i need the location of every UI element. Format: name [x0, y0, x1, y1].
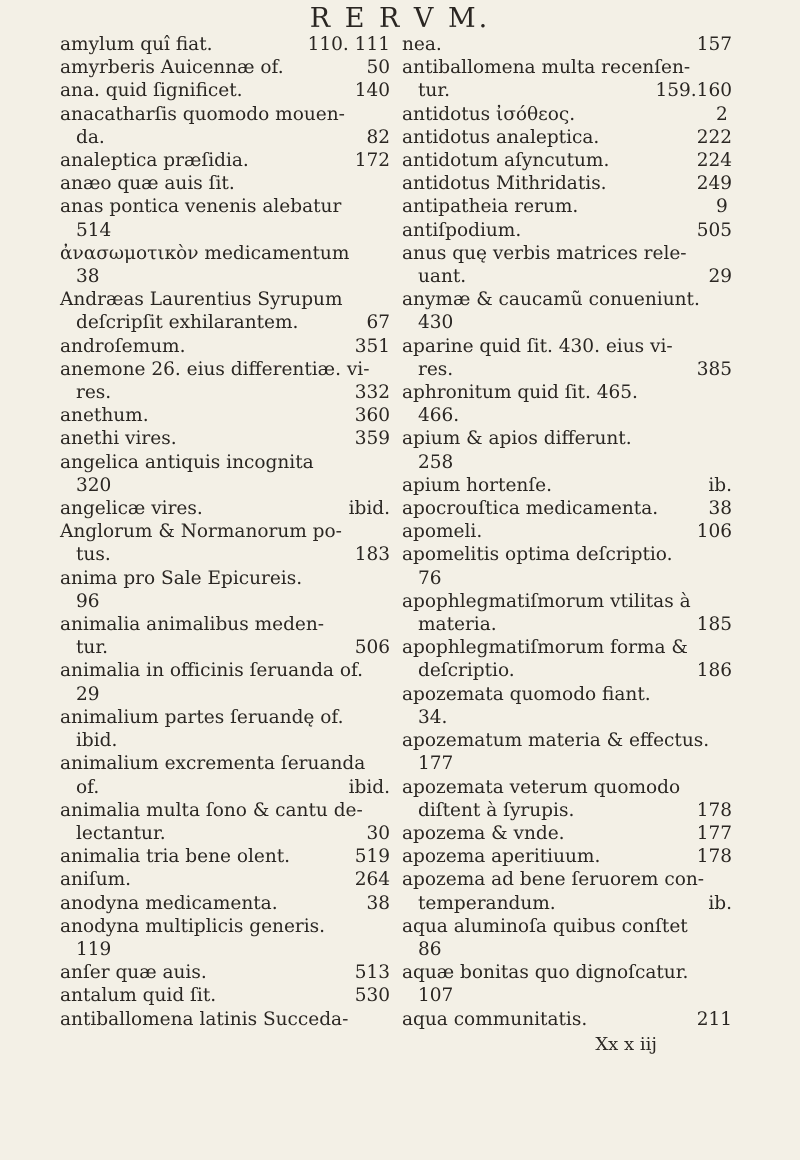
entry-line — [402, 915, 732, 938]
entry-line — [402, 729, 732, 752]
entry-text: res. — [76, 382, 112, 404]
entry-text: apocrouſtica medicamenta. — [402, 498, 659, 520]
entry-line — [418, 358, 732, 381]
entry-line — [60, 103, 390, 126]
entry-line — [402, 683, 732, 706]
entry-text: antidotus analeptica. — [402, 126, 600, 148]
index-entry — [60, 984, 390, 1007]
page-reference: 29 — [708, 266, 732, 288]
entry-line — [402, 520, 732, 543]
entry-text: 430 — [418, 312, 454, 334]
entry-text: aquæ bonitas quo dignoſcatur. — [402, 962, 689, 984]
index-entry — [402, 822, 732, 845]
entry-text: antidotus Mithridatis. — [402, 173, 607, 195]
page-reference: 157 — [696, 34, 732, 55]
index-entry — [60, 335, 390, 358]
entry-line — [402, 242, 732, 265]
entry-line — [402, 474, 732, 497]
index-entry — [60, 659, 390, 705]
page-reference: 172 — [354, 150, 390, 172]
entry-line — [418, 938, 732, 961]
entry-text: 96 — [76, 590, 100, 612]
page-reference: ib. — [708, 892, 732, 914]
entry-line — [60, 404, 390, 427]
index-entry — [402, 683, 732, 729]
page-reference: 185 — [696, 614, 732, 636]
page-reference: 332 — [354, 382, 390, 404]
entry-line — [60, 358, 390, 381]
entry-line — [60, 752, 390, 775]
running-header: R E R V M. — [309, 3, 491, 34]
entry-line — [402, 1008, 732, 1031]
index-entry — [402, 961, 732, 1007]
index-entry — [60, 56, 390, 79]
entry-line — [76, 126, 390, 149]
entry-line — [60, 915, 390, 938]
entry-line — [60, 33, 390, 56]
entry-text: apomelitis optima deſcriptio. — [402, 544, 673, 566]
entry-line — [60, 242, 390, 265]
entry-text: apozematum materia & effectus. — [402, 730, 710, 752]
entry-text: res. — [418, 358, 454, 380]
entry-text: deſcripſit exhilarantem. — [76, 312, 299, 334]
entry-line — [60, 56, 390, 79]
entry-text: Anglorum & Normanorum po- — [60, 521, 342, 543]
page-reference: 360 — [354, 405, 390, 427]
entry-line — [402, 427, 732, 450]
page-reference: 183 — [354, 544, 390, 566]
entry-line — [402, 776, 732, 799]
index-entry — [60, 288, 390, 334]
index-entry — [60, 172, 390, 195]
entry-line — [402, 961, 732, 984]
entry-text: anethi vires. — [60, 428, 177, 450]
index-entry — [402, 33, 732, 56]
entry-text: ibid. — [76, 730, 118, 752]
entry-text: anodyna multiplicis generis. — [60, 915, 326, 937]
entry-line — [402, 219, 732, 242]
page-reference: 30 — [366, 822, 390, 844]
index-entry — [60, 567, 390, 613]
entry-line — [60, 659, 390, 682]
index-entry — [402, 381, 732, 427]
entry-text: 466. — [418, 405, 460, 427]
entry-line — [402, 335, 732, 358]
index-entry — [402, 543, 732, 589]
entry-line — [60, 868, 390, 891]
entry-line — [60, 892, 390, 915]
index-entry — [402, 103, 732, 126]
entry-line — [60, 149, 390, 172]
entry-text: anima pro Sale Epicureis. — [60, 567, 303, 589]
entry-text: 107 — [418, 985, 454, 1007]
entry-text: anacatharſis quomodo mouen- — [60, 103, 345, 125]
index-entry — [60, 961, 390, 984]
entry-text: apozemata quomodo fiant. — [402, 683, 651, 705]
entry-line — [402, 543, 732, 566]
entry-line — [76, 822, 390, 845]
page-reference: 106 — [696, 521, 732, 543]
entry-line — [76, 381, 390, 404]
entry-text: anas pontica venenis alebatur — [60, 196, 342, 218]
entry-text: apozemata veterum quomodo — [402, 776, 681, 798]
entry-text: animalia tria bene olent. — [60, 846, 291, 868]
entry-line — [76, 938, 390, 961]
entry-text: 119 — [76, 938, 112, 960]
entry-text: 38 — [76, 266, 100, 288]
entry-text: deſcriptio. — [418, 660, 515, 682]
entry-line — [418, 404, 732, 427]
entry-text: apozema aperitiuum. — [402, 846, 601, 868]
page-reference: 140 — [354, 80, 390, 102]
entry-text: antidotum aſyncutum. — [402, 150, 610, 172]
entry-line — [60, 288, 390, 311]
entry-text: antipatheia rerum. — [402, 196, 579, 218]
entry-text: aniſum. — [60, 869, 132, 891]
entry-text: Andræas Laurentius Syrupum — [60, 289, 343, 311]
entry-text: apium hortenſe. — [402, 474, 552, 496]
entry-text: animalia in officinis ſeruanda of. — [60, 660, 364, 682]
index-entry — [402, 126, 732, 149]
entry-text: animalia multa ſono & cantu de- — [60, 799, 363, 821]
entry-line — [402, 149, 732, 172]
entry-text: tur. — [76, 637, 109, 659]
page-reference: 513 — [354, 962, 390, 984]
page-reference: 159.160 — [655, 80, 732, 102]
entry-line — [60, 520, 390, 543]
index-column-left — [60, 33, 390, 1031]
page-reference: 530 — [354, 985, 390, 1007]
entry-line — [402, 381, 732, 404]
entry-text: aphronitum quid ſit. 465. — [402, 382, 638, 404]
entry-line — [60, 961, 390, 984]
index-entry — [402, 172, 732, 195]
index-entry — [402, 636, 732, 682]
index-entry — [60, 242, 390, 288]
index-entry — [402, 335, 732, 381]
entry-text: 29 — [76, 683, 100, 705]
entry-text: amyrberis Auicennæ of. — [60, 57, 284, 79]
page-reference: 178 — [696, 799, 732, 821]
entry-line — [76, 265, 390, 288]
entry-line — [60, 799, 390, 822]
entry-text: angelicæ vires. — [60, 498, 203, 520]
entry-line — [418, 752, 732, 775]
entry-text: 34. — [418, 706, 448, 728]
index-entry — [402, 149, 732, 172]
entry-text: ἀνασωμοτικὸν medicamentum — [60, 242, 350, 264]
entry-line — [60, 1008, 390, 1031]
entry-text: antiſpodium. — [402, 219, 522, 241]
entry-line — [60, 497, 390, 520]
index-entry — [60, 892, 390, 915]
index-entry — [60, 915, 390, 961]
page-reference: ibid. — [348, 776, 390, 798]
entry-line — [402, 590, 732, 613]
index-entry — [60, 497, 390, 520]
index-entry — [60, 520, 390, 566]
index-entry — [60, 451, 390, 497]
entry-text: 177 — [418, 753, 454, 775]
entry-text: animalia animalibus meden- — [60, 614, 325, 636]
entry-line — [418, 892, 732, 915]
entry-line — [76, 776, 390, 799]
entry-line — [60, 706, 390, 729]
entry-text: anæo quæ auis ſit. — [60, 173, 235, 195]
index-entry — [402, 56, 732, 102]
entry-text: analeptica præſidia. — [60, 150, 249, 172]
page-reference: 519 — [354, 846, 390, 868]
entry-text: angelica antiquis incognita — [60, 451, 314, 473]
entry-line — [402, 126, 732, 149]
index-entry — [60, 149, 390, 172]
entry-text: 86 — [418, 938, 442, 960]
entry-line — [418, 984, 732, 1007]
page-reference: 264 — [354, 869, 390, 891]
entry-line — [402, 845, 732, 868]
index-entry — [402, 590, 732, 636]
entry-text: anethum. — [60, 405, 149, 427]
index-entry — [60, 799, 390, 845]
entry-line — [60, 984, 390, 1007]
entry-text: anymæ & caucamũ conueniunt. — [402, 289, 700, 311]
index-entry — [60, 33, 390, 56]
entry-line — [60, 335, 390, 358]
page-reference: 38 — [366, 892, 390, 914]
entry-text: antidotus ἰσόθεος. — [402, 103, 576, 125]
entry-text: antiballomena latinis Succeda- — [60, 1008, 349, 1030]
index-entry — [402, 868, 732, 914]
page-reference: 50 — [366, 57, 390, 79]
entry-line — [402, 497, 732, 520]
entry-line — [60, 845, 390, 868]
entry-text: aparine quid ſit. 430. eius vi- — [402, 335, 673, 357]
entry-text: uant. — [418, 266, 467, 288]
entry-line — [402, 822, 732, 845]
entry-text: temperandum. — [418, 892, 556, 914]
signature-mark: Xx x iij — [595, 1034, 657, 1055]
entry-text: anus quę verbis matrices rele- — [402, 242, 687, 264]
page-reference: 505 — [696, 219, 732, 241]
entry-text: amylum quî fiat. — [60, 34, 213, 55]
entry-text: apozema & vnde. — [402, 822, 565, 844]
index-entry — [60, 427, 390, 450]
index-entry — [402, 776, 732, 822]
index-entry — [402, 242, 732, 288]
entry-text: of. — [76, 776, 100, 798]
index-entry — [60, 1008, 390, 1031]
entry-text: ana. quid ſignificet. — [60, 80, 243, 102]
index-entry — [60, 404, 390, 427]
index-entry — [60, 845, 390, 868]
page-reference: ibid. — [348, 498, 390, 520]
index-entry — [402, 497, 732, 520]
index-entry — [60, 358, 390, 404]
index-column-right — [402, 33, 732, 1031]
entry-text: 514 — [76, 219, 112, 241]
entry-line — [402, 636, 732, 659]
page-reference: 351 — [354, 335, 390, 357]
index-entry — [60, 79, 390, 102]
entry-line — [402, 56, 732, 79]
entry-line — [60, 172, 390, 195]
entry-text: tus. — [76, 544, 111, 566]
entry-line — [418, 567, 732, 590]
entry-text: apophlegmatiſmorum vtilitas à — [402, 590, 691, 612]
entry-text: tur. — [418, 80, 451, 102]
entry-line — [60, 427, 390, 450]
index-entry — [402, 219, 732, 242]
entry-line: antipatheia rerum. 9 — [402, 196, 728, 218]
entry-text: androſemum. — [60, 335, 186, 357]
entry-line — [76, 590, 390, 613]
index-entry — [402, 1008, 732, 1031]
entry-text: apomeli. — [402, 521, 483, 543]
entry-line — [76, 636, 390, 659]
entry-line — [60, 79, 390, 102]
entry-text: materia. — [418, 614, 497, 636]
page-reference: 224 — [696, 150, 732, 172]
index-entry — [402, 195, 732, 218]
entry-line — [418, 659, 732, 682]
page-reference: 38 — [708, 498, 732, 520]
index-entry — [402, 427, 732, 473]
entry-text: 320 — [76, 474, 112, 496]
entry-line — [60, 567, 390, 590]
entry-line — [418, 79, 732, 102]
page-reference: 82 — [366, 126, 390, 148]
index-entry — [402, 474, 732, 497]
index-entry — [402, 845, 732, 868]
page-reference: 110. 111 — [307, 34, 390, 55]
entry-line — [402, 33, 732, 56]
entry-text: anemone 26. eius differentiæ. vi- — [60, 358, 370, 380]
entry-line — [418, 265, 732, 288]
entry-line — [418, 799, 732, 822]
index-entry — [60, 103, 390, 149]
index-entry — [402, 729, 732, 775]
entry-text: anſer quæ auis. — [60, 962, 207, 984]
entry-line — [418, 451, 732, 474]
index-entry — [402, 288, 732, 334]
index-entry — [402, 520, 732, 543]
entry-line — [60, 195, 390, 218]
entry-line — [76, 729, 390, 752]
entry-line — [76, 543, 390, 566]
page-reference: 177 — [696, 822, 732, 844]
entry-text: antalum quid ſit. — [60, 985, 217, 1007]
entry-line — [76, 311, 390, 334]
entry-line — [418, 706, 732, 729]
entry-line — [76, 683, 390, 706]
entry-text: diſtent à ſyrupis. — [418, 799, 575, 821]
index-entry — [60, 868, 390, 891]
entry-line — [76, 219, 390, 242]
entry-line — [60, 451, 390, 474]
entry-line — [418, 311, 732, 334]
entry-line — [402, 172, 732, 195]
page-reference: 178 — [696, 846, 732, 868]
index-entry — [60, 613, 390, 659]
entry-text: lectantur. — [76, 822, 166, 844]
entry-text: animalium excrementa ſeruanda — [60, 753, 366, 775]
entry-text: nea. — [402, 34, 442, 55]
index-entry — [60, 195, 390, 241]
page-reference: ib. — [708, 474, 732, 496]
entry-line — [402, 868, 732, 891]
page-reference: 506 — [354, 637, 390, 659]
entry-line — [60, 613, 390, 636]
entry-line — [76, 474, 390, 497]
entry-text: animalium partes ſeruandę of. — [60, 706, 344, 728]
page-reference: 211 — [696, 1008, 732, 1030]
entry-text: apozema ad bene ſeruorem con- — [402, 869, 705, 891]
index-entry — [60, 752, 390, 798]
page-reference: 222 — [696, 126, 732, 148]
entry-text: 258 — [418, 451, 454, 473]
page-reference: 186 — [696, 660, 732, 682]
entry-text: apium & apios differunt. — [402, 428, 632, 450]
index-entry — [402, 915, 732, 961]
entry-line — [418, 613, 732, 636]
page-reference: 385 — [696, 358, 732, 380]
page-reference: 67 — [366, 312, 390, 334]
index-entry — [60, 706, 390, 752]
entry-text: apophlegmatiſmorum forma & — [402, 637, 688, 659]
entry-text: aqua communitatis. — [402, 1008, 588, 1030]
page-footer — [0, 1034, 800, 1055]
page-reference: 359 — [354, 428, 390, 450]
entry-line: antidotus ἰσόθεος. 2 — [402, 103, 728, 125]
page-reference: 249 — [696, 173, 732, 195]
entry-text: anodyna medicamenta. — [60, 892, 278, 914]
entry-text: 76 — [418, 567, 442, 589]
entry-text: da. — [76, 126, 105, 148]
entry-text: aqua aluminoſa quibus conſtet — [402, 915, 688, 937]
entry-text: antiballomena multa recenſen- — [402, 57, 691, 79]
entry-line — [402, 288, 732, 311]
